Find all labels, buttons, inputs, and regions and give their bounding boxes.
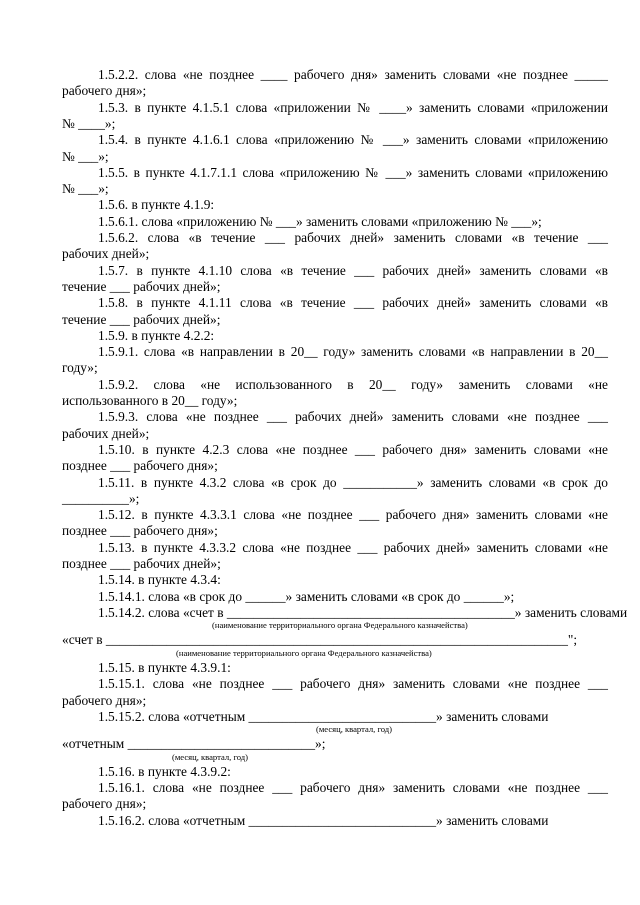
- text-line: 1.5.14. в пункте 4.3.4:: [98, 572, 221, 588]
- text-line: 1.5.9.3. слова «не позднее ___ рабочих дней» заменить словами «не позднее ___: [98, 409, 608, 425]
- text-line: № ___»;: [62, 148, 109, 164]
- text-line: «счет в _____________________________________________________________________";: [62, 632, 578, 648]
- text-line: рабочего дня»;: [62, 692, 147, 708]
- text-line: 1.5.9.2. слова «не использованного в 20__ году» заменить словами «не: [98, 376, 608, 392]
- text-line: 1.5.8. в пункте 4.1.11 слова «в течение ___ рабочих дней» заменить словами «в: [98, 295, 608, 311]
- text-line: позднее ___ рабочих дней»;: [62, 556, 221, 571]
- text-line: 1.5.3. в пункте 4.1.5.1 слова «приложении № ____» заменить словами «приложении: [98, 99, 608, 115]
- text-line: «отчетным ____________________________»;: [62, 736, 326, 752]
- text-line: 1.5.15. в пункте 4.3.9.1:: [98, 659, 231, 675]
- text-line: 1.5.5. в пункте 4.1.7.1.1 слова «приложению № ___» заменить словами «приложению: [98, 164, 608, 180]
- text-line: № ____»;: [62, 115, 116, 131]
- text-line: позднее ___ рабочего дня»;: [62, 458, 218, 474]
- text-line: 1.5.10. в пункте 4.2.3 слова «не позднее ___ рабочего дня» заменить словами «не: [98, 441, 608, 457]
- text-line: 1.5.11. в пункте 4.3.2 слова «в срок до ___________» заменить словами «в срок до: [98, 474, 608, 490]
- text-line: 1.5.9.1. слова «в направлении в 20__ году» заменить словами «в направлении в 20__: [98, 344, 608, 360]
- text-line: году»;: [62, 360, 98, 376]
- text-line: рабочих дней»;: [62, 425, 150, 441]
- text-line: использованного в 20__ году»;: [62, 393, 238, 408]
- text-line: 1.5.6. в пункте 4.1.9:: [98, 197, 215, 213]
- text-line: 1.5.7. в пункте 4.1.10 слова «в течение ___ рабочих дней» заменить словами «в: [98, 262, 608, 278]
- text-line: 1.5.12. в пункте 4.3.3.1 слова «не позднее ___ рабочего дня» заменить словами «не: [98, 507, 608, 523]
- text-line: рабочих дней»;: [62, 246, 150, 262]
- text-line: 1.5.16. в пункте 4.3.9.2:: [98, 763, 231, 779]
- text-line: № ___»;: [62, 181, 109, 197]
- text-line: 1.5.14.1. слова «в срок до ______» заменить словами «в срок до ______»;: [98, 588, 515, 604]
- text-line: течение ___ рабочих дней»;: [62, 311, 221, 327]
- text-line: 1.5.14.2. слова «счет в ___________________________________________» заменить словами: [98, 604, 628, 620]
- text-line: 1.5.16.1. слова «не позднее ___ рабочего дня» заменить словами «не позднее ___: [98, 780, 608, 796]
- text-line: позднее ___ рабочего дня»;: [62, 523, 218, 539]
- text-line: __________»;: [62, 490, 140, 506]
- text-line: 1.5.16.2. слова «отчетным ____________________________» заменить словами: [98, 812, 549, 828]
- text-line: 1.5.6.2. слова «в течение ___ рабочих дней» заменить словами «в течение ___: [98, 230, 608, 245]
- text-line: 1.5.6.1. слова «приложению № ___» заменить словами «приложению № ___»;: [98, 213, 542, 229]
- text-line: течение ___ рабочих дней»;: [62, 278, 221, 294]
- text-line: 1.5.13. в пункте 4.3.3.2 слова «не позднее ___ рабочих дней» заменить словами «не: [98, 539, 608, 555]
- text-line: 1.5.15.1. слова «не позднее ___ рабочего дня» заменить словами «не позднее ___: [98, 676, 608, 692]
- text-line: 1.5.2.2. слова «не позднее ____ рабочего дня» заменить словами «не позднее _____: [98, 67, 608, 82]
- text-line: рабочего дня»;: [62, 83, 147, 99]
- field-caption: (месяц, квартал, год): [316, 724, 393, 734]
- text-line: рабочего дня»;: [62, 796, 147, 812]
- text-line: 1.5.9. в пункте 4.2.2:: [98, 327, 215, 343]
- text-line: 1.5.15.2. слова «отчетным ____________________________» заменить словами: [98, 708, 549, 724]
- field-caption: (наименование территориального органа Федерального казначейства): [176, 647, 432, 658]
- field-caption: (наименование территориального органа Федерального казначейства): [212, 620, 468, 631]
- text-line: 1.5.4. в пункте 4.1.6.1 слова «приложению № ___» заменить словами «приложению: [98, 132, 608, 148]
- field-caption: (месяц, квартал, год): [172, 751, 249, 762]
